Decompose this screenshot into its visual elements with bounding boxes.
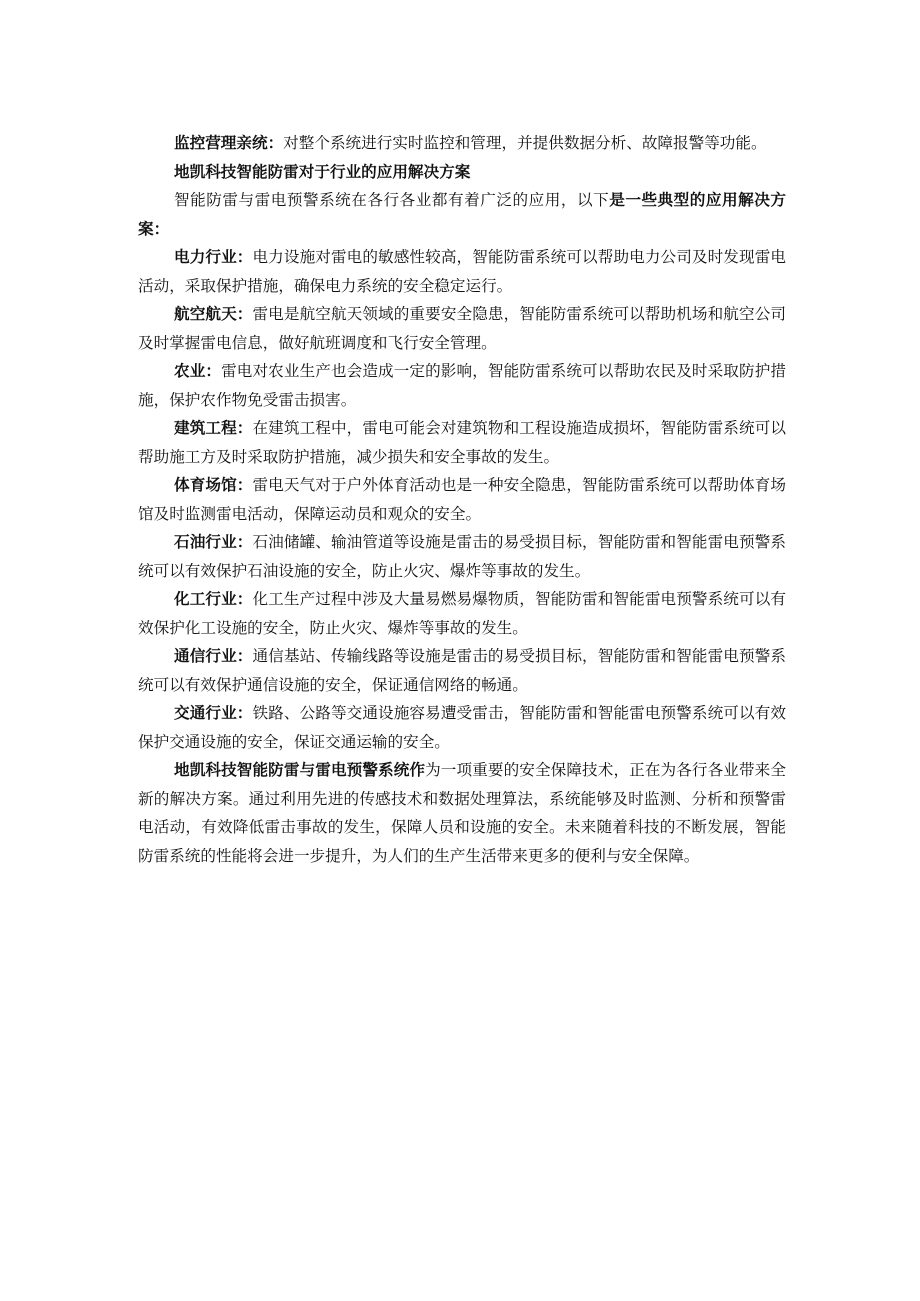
- paragraph-chemical: [138, 585, 786, 642]
- paragraph-lead: 体育场馆：: [174, 476, 253, 494]
- section-heading: 地凯科技智能防雷对于行业的应用解决方案: [174, 162, 471, 181]
- paragraph-intro: [138, 186, 786, 243]
- paragraph-lead: 农业：: [174, 362, 222, 380]
- paragraph-text: 雷电是航空航天领域的重要安全隐患，智能防雷系统可以帮助机场和航空公司及时掌握雷电信息，做好航班调度和飞行安全管理。: [138, 305, 786, 352]
- paragraph-text: 通信基站、传输线路等设施是雷击的易受损目标，智能防雷和智能雷电预警系统可以有效保护通信设施的安全，保证通信网络的畅通。: [138, 647, 786, 694]
- paragraph-petroleum: [138, 528, 786, 585]
- paragraph-lead: 电力行业：: [174, 248, 253, 266]
- paragraph-text: 石油储罐、输油管道等设施是雷击的易受损目标，智能防雷和智能雷电预警系统可以有效保护石油设施的安全，防止火灾、爆炸等事故的发生。: [138, 533, 786, 580]
- paragraph-text: 对整个系统进行实时监控和管理，并提供数据分析、故障报警等功能。: [283, 134, 767, 152]
- paragraph-transportation: [138, 699, 786, 756]
- paragraph-lead: 地凯科技智能防雷与雷电预警系统作: [174, 761, 426, 779]
- paragraph-construction: [138, 414, 786, 471]
- paragraph-text: 为一项重要的安全保障技术，正在为各行各业带来全新的解决方案。通过利用先进的传感技术和数据处理算法，系统能够及时监测、分析和预警雷电活动，有效降低雷击事故的发生，保障人员和设施的安全。未来随着科技的不断发展，智能防雷系统的性能将会进一步提升，为人们的生产生活带来更多的便利与安全保障。: [138, 761, 786, 865]
- paragraph-lead: 化工行业：: [174, 590, 253, 608]
- paragraph-text: 雷电天气对于户外体育活动也是一种安全隐患，智能防雷系统可以帮助体育场馆及时监测雷电活动，保障运动员和观众的安全。: [138, 476, 786, 523]
- paragraph-lead: 石油行业：: [174, 533, 253, 551]
- paragraph-lead: 航空航天：: [174, 305, 253, 323]
- paragraph-lead: 监控营理亲统：: [174, 134, 284, 152]
- paragraph-aerospace: [138, 300, 786, 357]
- paragraph-monitoring-system: [138, 129, 786, 158]
- paragraph-text: 电力设施对雷电的敏感性较高，智能防雷系统可以帮助电力公司及时发现雷电活动，采取保护措施，确保电力系统的安全稳定运行。: [138, 248, 786, 295]
- paragraph-tail: 是一些典型的应用解决方案：: [138, 191, 786, 238]
- document-body: [138, 129, 786, 870]
- paragraph-text: 铁路、公路等交通设施容易遭受雷击，智能防雷和智能雷电预警系统可以有效保护交通设施的安全，保证交通运输的安全。: [138, 704, 786, 751]
- paragraph-text: 化工生产过程中涉及大量易燃易爆物质，智能防雷和智能雷电预警系统可以有效保护化工设施的安全，防止火灾、爆炸等事故的发生。: [138, 590, 786, 637]
- paragraph-text: 在建筑工程中，雷电可能会对建筑物和工程设施造成损坏，智能防雷系统可以帮助施工方及时采取防护措施，减少损失和安全事故的发生。: [138, 419, 786, 466]
- paragraph-lead: 通信行业：: [174, 647, 253, 665]
- paragraph-lead: 建筑工程：: [174, 419, 253, 437]
- paragraph-stadiums: [138, 471, 786, 528]
- paragraph-text: 智能防雷与雷电预警系统在各行各业都有着广泛的应用，以下: [174, 191, 610, 209]
- paragraph-telecom: [138, 642, 786, 699]
- paragraph-text: 雷电对农业生产也会造成一定的影响，智能防雷系统可以帮助农民及时采取防护措施，保护农作物免受雷击损害。: [138, 362, 786, 409]
- paragraph-agriculture: [138, 357, 786, 414]
- paragraph-power-industry: [138, 243, 786, 300]
- paragraph-lead: 交通行业：: [174, 704, 253, 722]
- paragraph-conclusion: [138, 756, 786, 870]
